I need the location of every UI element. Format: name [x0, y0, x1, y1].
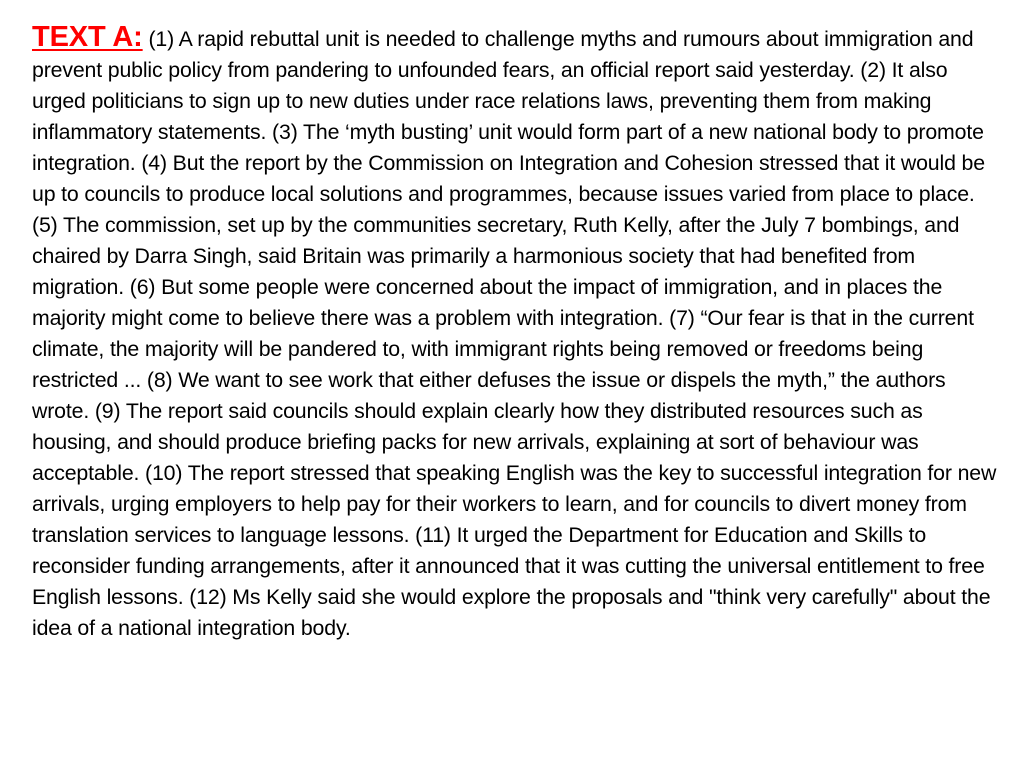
article-paragraph	[32, 22, 998, 644]
text-a-heading: TEXT A:	[32, 21, 143, 53]
article-body: (1) A rapid rebuttal unit is needed to challenge myths and rumours about immigration and prevent public policy from pandering to unfounded fears, an official report said yesterday. (2) It also urged politicians to sign up to new duties under race relations laws, preventing them from making inflammatory statements. (3) The ‘myth busting’ unit would form part of a new national body to promote integration. (4) But the report by the Commission on Integration and Cohesion stressed that it would be up to councils to produce local solutions and programmes, because issues varied from place to place. (5) The commission, set up by the communities secretary, Ruth Kelly, after the July 7 bombings, and chaired by Darra Singh, said Britain was primarily a harmonious society that had benefited from migration. (6) But some people were concerned about the impact of immigration, and in places the majority might come to believe there was a problem with integration. (7) “Our fear is that in the current climate, the majority will be pandered to, with immigrant rights being removed or freedoms being restricted ... (8) We want to see work that either defuses the issue or dispels the myth,” the authors wrote. (9) The report said councils should explain clearly how they distributed resources such as housing, and should produce briefing packs for new arrivals, explaining at sort of behaviour was acceptable. (10) The report stressed that speaking English was the key to successful integration for new arrivals, urging employers to help pay for their workers to learn, and for councils to divert money from translation services to language lessons. (11) It urged the Department for Education and Skills to reconsider funding arrangements, after it announced that it was cutting the universal entitlement to free English lessons. (12) Ms Kelly said she would explore the proposals and "think very carefully" about the idea of a national integration body.	[32, 27, 997, 640]
